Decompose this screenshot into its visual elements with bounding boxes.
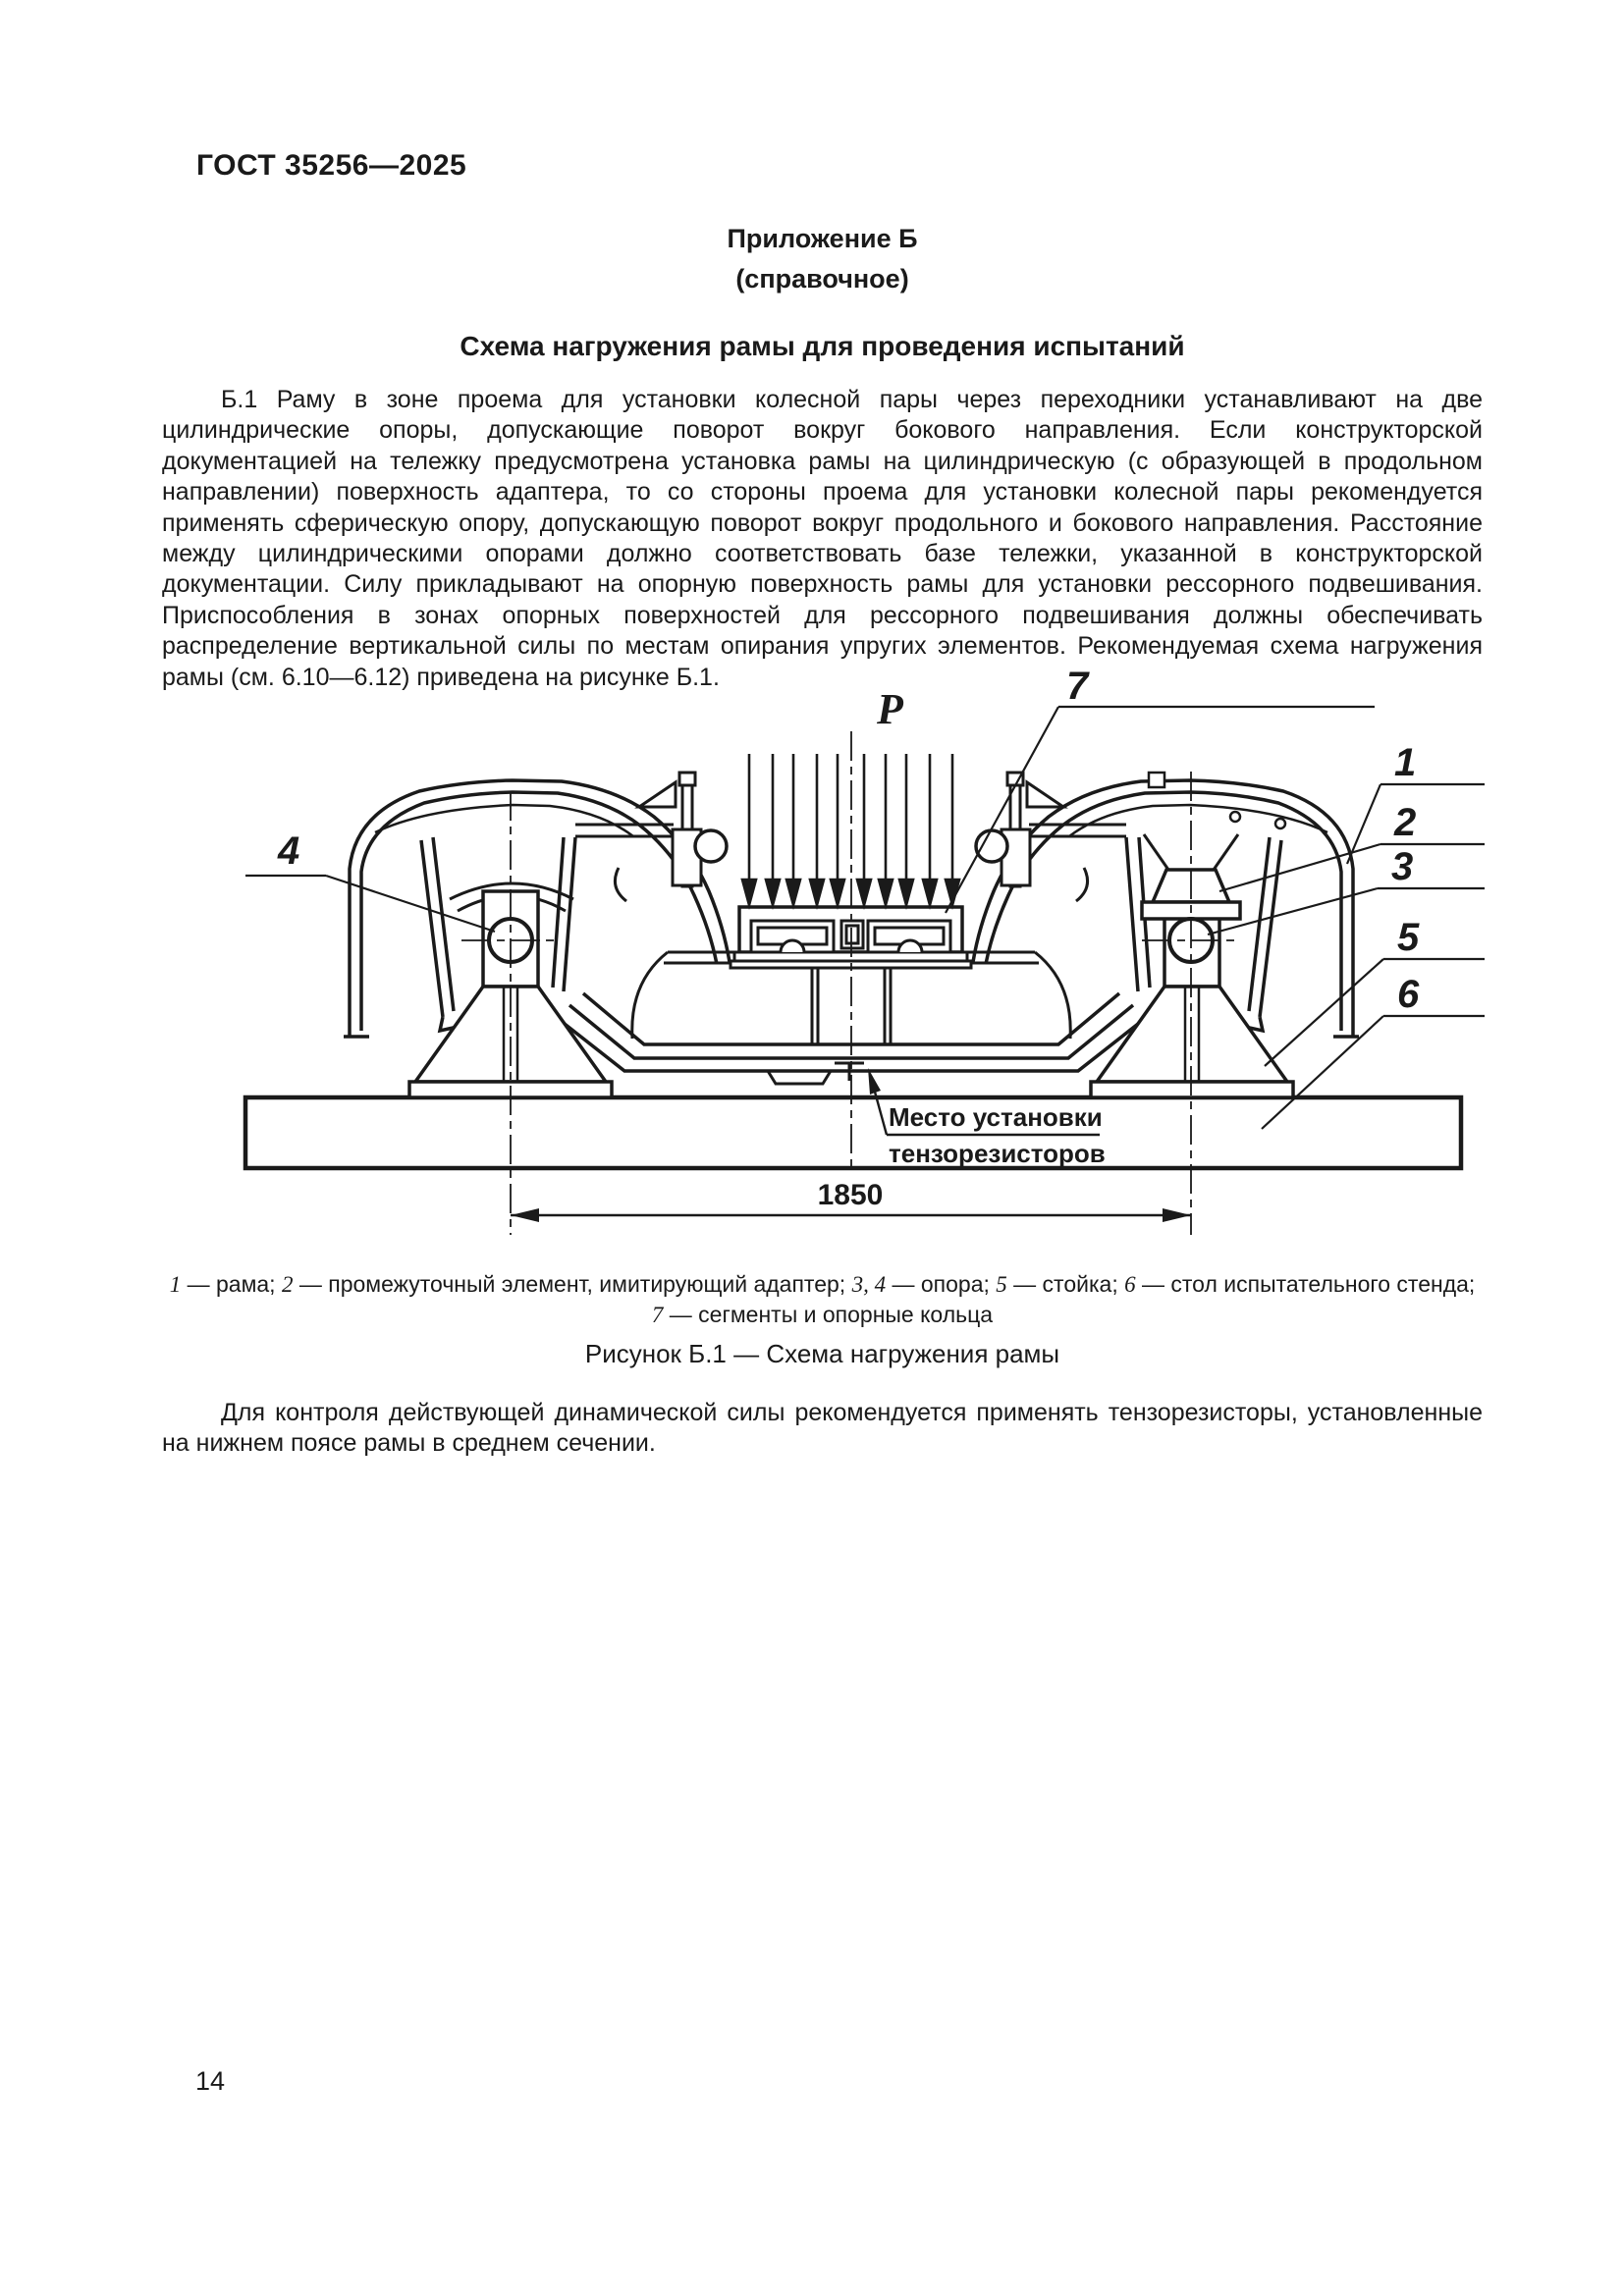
figure-caption: Рисунок Б.1 — Схема нагружения рамы [584,1339,1060,1368]
dimension-1850 [511,1179,1191,1222]
page-number: 14 [195,2066,226,2096]
callout-1: 1 [1394,741,1417,784]
test-stand-table [245,1097,1461,1168]
strain-gauge-note [868,1068,1106,1168]
callout-6: 6 [1397,973,1420,1016]
legend-item: 1 — рама; [169,1271,282,1297]
note-line1: Место установки [889,1102,1103,1132]
figure-diagram [147,660,1492,1249]
force-label: P [877,685,903,733]
legend-item: 2 — промежуточный элемент, имитирующий адаптер; [281,1271,852,1297]
appendix-label: Приложение Б [727,224,918,253]
callout-4: 4 [278,829,300,873]
central-pillar [768,968,891,1084]
standard-designation: ГОСТ 35256—2025 [196,149,467,182]
legend-item: 5 — стойка; [996,1271,1125,1297]
note-line2: тензорезисторов [889,1139,1106,1168]
paragraph-final: Для контроля действующей динамической силы рекомендуется применять тензорезисторы, установленные на нижнем поясе рамы в среднем сечении. [162,1399,1483,1458]
legend-item: 7 — сегменты и опорные кольца [651,1302,994,1327]
paragraph-b1: Б.1 Раму в зоне проема для установки колесной пары через переходники устанавливают на две цилиндрические опоры, допускающие поворот вокруг бокового направления. Если конструкторской документацией на тележку предусмотрена установка рамы на цилиндрическую (с образующей в продольном направлении) поверхность адаптера, то со стороны проема для установки колесной пары рекомендуется применять сферическую опору, допускающую поворот вокруг продольного и бокового направления. Расстояние между цилиндрическими опорами должно соответствовать базе тележки, указанной в конструкторской документации. Силу прикладывают на опорную поверхность рамы для установки рессорного подвешивания. Приспособления в зонах опорных поверхностей для рессорного подвешивания должны обеспечивать распределение вертикальной силы по местам опирания упругих элементов. Рекомендуемая схема нагружения рамы (см. 6.10—6.12) приведена на рисунке Б.1. [162,386,1483,691]
callout-7: 7 [1066,665,1089,708]
callout-2: 2 [1394,801,1417,844]
section-title: Схема нагружения рамы для проведения испытаний [460,331,1185,361]
callout-5: 5 [1397,916,1420,959]
figure-legend [162,1269,1483,1330]
legend-item: 6 — стол испытательного стенда; [1124,1271,1476,1297]
appendix-type: (справочное) [735,264,909,294]
dimension-label: 1850 [817,1179,884,1211]
legend-item: 3, 4 — опора; [851,1271,997,1297]
callout-3: 3 [1391,845,1414,888]
